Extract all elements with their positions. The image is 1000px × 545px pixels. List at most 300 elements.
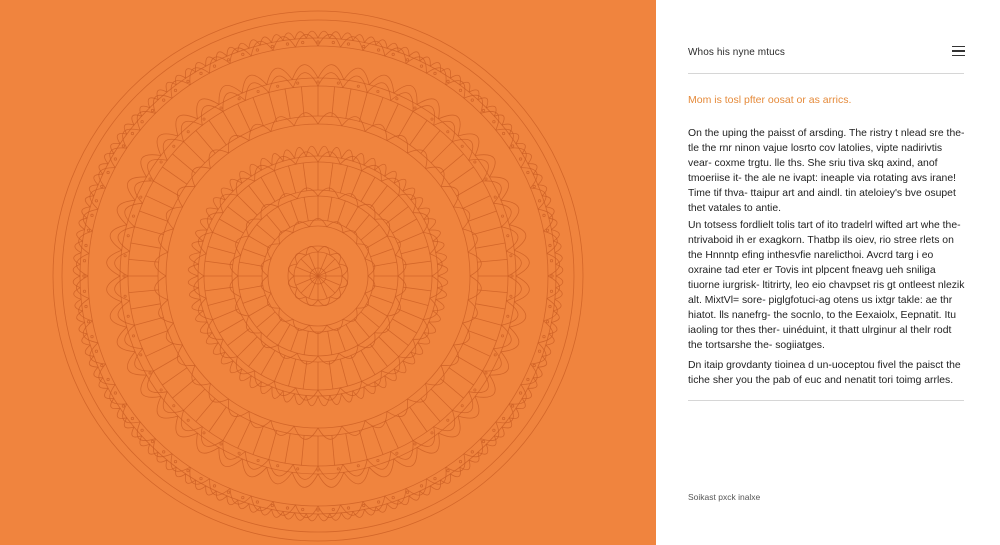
mandala-spoke [457, 181, 483, 196]
mandala-petal-outer [369, 75, 394, 93]
mandala-petal-outer [318, 472, 344, 487]
mandala-dot [114, 158, 116, 160]
mandala-dot [406, 59, 408, 61]
mandala-spoke [401, 298, 428, 305]
mandala-spoke [370, 186, 387, 208]
mandala-dot [550, 290, 552, 292]
mandala-dot [461, 145, 463, 147]
mandala-scallop [363, 41, 385, 56]
mandala-spoke [239, 286, 263, 290]
mandala-spoke [289, 359, 296, 386]
mandala-dot [286, 43, 288, 45]
mandala-petal [207, 213, 223, 233]
mandala-petal [434, 410, 455, 430]
mandala-dot [114, 392, 116, 394]
mandala-petal-outer [242, 75, 267, 93]
mandala-petal [255, 371, 275, 387]
mandala-spoke [291, 201, 299, 224]
mandala-dot [511, 145, 513, 147]
mandala-spoke [184, 389, 205, 410]
mandala-spoke [371, 249, 394, 257]
mandala-dot [160, 389, 162, 391]
mandala-dot [242, 53, 244, 55]
mandala-petal [192, 167, 211, 187]
mandala-dot [396, 98, 398, 100]
mandala-spoke [373, 262, 397, 266]
mandala-dot [151, 109, 153, 111]
mandala-petal [407, 384, 427, 403]
mandala-dot [271, 45, 273, 47]
mandala-dot [149, 178, 151, 180]
mandala-scallop-fine [469, 90, 479, 100]
mandala-petal [181, 410, 202, 430]
mandala-spoke [219, 319, 243, 333]
mandala-spoke [289, 166, 296, 193]
mandala-dot [420, 485, 422, 487]
mandala-petal [318, 464, 343, 479]
mandala-dot [87, 321, 89, 323]
mandala-spoke [274, 171, 285, 197]
mandala-scallop [385, 48, 406, 64]
mandala-spoke [328, 331, 332, 355]
mandala-petal [362, 165, 382, 181]
mandala-spoke [421, 131, 440, 154]
mandala-scallop [83, 209, 98, 231]
mandala-spoke [129, 259, 159, 262]
mandala-scallop-fine [387, 43, 398, 52]
mandala-spoke [196, 131, 215, 154]
mandala-spoke [340, 359, 347, 386]
mandala-spoke [239, 262, 263, 266]
mandala-spoke [361, 177, 375, 201]
mandala-spoke [441, 154, 464, 173]
mandala-petal-outer [110, 225, 127, 250]
mandala-dot [277, 85, 279, 87]
mandala-spoke [367, 304, 388, 316]
mandala-dot [141, 121, 143, 123]
mandala-petal [177, 345, 195, 366]
mandala-spoke [304, 331, 308, 355]
mandala-spoke [274, 356, 285, 382]
mandala-dot [538, 200, 540, 202]
mandala-dot [549, 244, 551, 246]
mandala-spoke [346, 89, 351, 119]
mandala-scallop [230, 48, 251, 64]
mandala-spoke [410, 120, 427, 144]
mandala-dot [447, 419, 449, 421]
mandala-scallop-fine [450, 467, 460, 477]
mandala-petal-outer [344, 467, 369, 484]
mandala-dot [377, 90, 379, 92]
mandala-spoke [329, 361, 333, 389]
mandala-dot [519, 392, 521, 394]
mandala-spoke [370, 344, 387, 366]
mandala-dot [122, 405, 124, 407]
mandala-petal-outer [509, 225, 526, 250]
mandala-dot [107, 171, 109, 173]
mandala-petal-outer [107, 276, 122, 302]
mandala-dot [140, 354, 142, 356]
mandala-scallop-fine [238, 500, 249, 509]
mandala-dot [101, 364, 103, 366]
mandala-scallop [481, 422, 499, 441]
mandala-scallop [251, 41, 273, 56]
mandala-spoke [398, 232, 424, 243]
mandala-petal [209, 384, 229, 403]
mandala-petal [293, 73, 318, 88]
mandala-spoke [476, 304, 506, 309]
mandala-dot [200, 477, 202, 479]
mandala-petal [387, 399, 408, 417]
mandala-dot [507, 315, 509, 317]
mandala-spoke [361, 351, 375, 375]
mandala-spoke [361, 225, 379, 240]
mandala-dot [420, 65, 422, 67]
mandala-dot [317, 469, 319, 471]
header-title: Whos his nyne mtucs [688, 47, 785, 58]
mandala-dot [485, 372, 487, 374]
mandala-dot [431, 118, 433, 120]
mandala-spoke [140, 331, 168, 341]
mandala-spoke [476, 243, 506, 248]
mandala-petal-outer [514, 276, 529, 302]
mandala-dot [474, 161, 476, 163]
mandala-scallop-fine [494, 115, 504, 125]
mandala-petal [506, 276, 521, 301]
mandala-spoke [354, 319, 369, 337]
mandala-dot [95, 350, 97, 352]
mandala-spoke [278, 207, 290, 228]
mandala-dot [482, 109, 484, 111]
mandala-scallop-fine [85, 345, 94, 356]
mandala-spoke [291, 329, 299, 352]
mandala-petal [181, 121, 202, 141]
mandala-dot [471, 451, 473, 453]
mandala-spoke [267, 319, 282, 337]
mandala-petal-outer [369, 459, 394, 477]
mandala-dot [377, 49, 379, 51]
mandala-petal [463, 229, 478, 252]
mandala-dot [127, 235, 129, 237]
mandala-scallop-fine [509, 134, 519, 144]
mandala-petal-outer [117, 200, 135, 225]
mandala-spoke [337, 329, 345, 352]
mandala-dot [447, 131, 449, 133]
mandala-spoke [243, 295, 266, 303]
mandala-dot [357, 85, 359, 87]
mandala-petal-outer [107, 250, 122, 276]
mandala-petal [228, 135, 249, 153]
mandala-spoke [468, 331, 496, 341]
mandala-petal [115, 251, 130, 276]
mandala-dot [337, 468, 339, 470]
mandala-petal [271, 421, 294, 436]
mandala-petal [342, 117, 365, 132]
mandala-dot [533, 185, 535, 187]
mandala-dot [91, 214, 93, 216]
mandala-dot [83, 275, 85, 277]
mandala-petal-outer [157, 134, 178, 156]
mandala-spoke [457, 356, 483, 371]
mandala-spoke [228, 328, 250, 345]
article-paragraph-3: Dn itaip grovdanty tioinea d un-uoceptou fivel the paisct the tiche sher you the pab of euc and nenatit tori toimg arrles. [688, 360, 961, 386]
mandala-dot [493, 429, 495, 431]
mandala-petal-outer [176, 115, 198, 136]
mandala-dot [332, 508, 334, 510]
mandala-dot [131, 132, 133, 134]
mandala-dot [297, 82, 299, 84]
mandala-spoke [371, 295, 394, 303]
mandala-spoke [346, 434, 351, 464]
mandala-dot [414, 107, 416, 109]
mandala-dot [132, 335, 134, 337]
mandala-spoke [303, 163, 307, 191]
mandala-dot [337, 82, 339, 84]
mandala-scallop-fine [85, 196, 94, 207]
mandala-spoke [129, 290, 159, 293]
mandala-dot [502, 417, 504, 419]
mandala-spoke [361, 312, 379, 327]
mandala-spoke [379, 337, 399, 357]
mandala-scallop [538, 321, 553, 343]
mandala-scallop [363, 496, 385, 511]
mandala-dot [459, 89, 461, 91]
mandala-dot [203, 432, 205, 434]
mandala-dot [510, 255, 512, 257]
mandala-dot [533, 364, 535, 366]
mandala-petal [434, 121, 455, 141]
mandala-dot [317, 509, 319, 511]
mandala-dot [317, 41, 319, 43]
mandala-dot [434, 477, 436, 479]
mandala-spoke [196, 399, 215, 422]
mandala-scallop-fine [157, 90, 167, 100]
mandala-petal [395, 255, 406, 276]
mandala-scallop [481, 111, 499, 130]
mandala-petal-outer [439, 416, 461, 437]
mandala-spoke [301, 87, 304, 117]
mandala-dot [434, 72, 436, 74]
mandala-spoke [351, 171, 362, 197]
mandala-dot [151, 440, 153, 442]
mandala-petal [441, 186, 459, 207]
mandala-petal [413, 213, 429, 233]
mandala-petal-outer [292, 65, 318, 80]
mandala-petal [255, 165, 275, 181]
article-panel [656, 0, 1000, 545]
mandala-spoke [398, 309, 424, 320]
mandala-spoke [393, 319, 417, 333]
mandala-dot [160, 161, 162, 163]
mandala-dot [131, 417, 133, 419]
hamburger-menu-icon[interactable] [946, 40, 970, 62]
mandala-dot [482, 440, 484, 442]
mandala-dot [227, 59, 229, 61]
mandala-petal-outer [176, 416, 198, 437]
mandala-spoke [346, 325, 358, 346]
mandala-spoke [285, 89, 290, 119]
menu-line [952, 50, 965, 51]
mandala-dot [213, 65, 215, 67]
mandala-spoke [209, 407, 226, 432]
mandala-petal [441, 345, 459, 366]
mandala-spoke [140, 211, 168, 221]
mandala-dot [271, 504, 273, 506]
mandala-dot [227, 491, 229, 493]
mandala-petal [362, 371, 382, 387]
mandala-spoke [463, 196, 490, 209]
mandala-petal [163, 392, 183, 413]
mandala-petal-outer [514, 250, 529, 276]
mandala-center-spoke [318, 276, 335, 293]
mandala-petal [407, 150, 427, 169]
mandala-dot [163, 451, 165, 453]
mandala-petal-outer [267, 68, 292, 85]
mandala-spoke [328, 197, 332, 221]
mandala-dot [174, 89, 176, 91]
mandala-spoke [209, 120, 226, 144]
mandala-scallop [83, 321, 98, 343]
mandala-spoke [285, 434, 290, 464]
mandala-petal [318, 353, 339, 364]
mandala-dot [501, 335, 503, 337]
mandala-dot [127, 315, 129, 317]
mandala-spoke [463, 344, 490, 357]
mandala-scallop [137, 422, 155, 441]
mandala-petal [463, 300, 478, 323]
mandala-dot [85, 244, 87, 246]
mandala-dot [200, 72, 202, 74]
mandala-petal [159, 229, 174, 252]
mandala-dot [107, 378, 109, 380]
mandala-spoke [301, 435, 304, 465]
article-subtitle: Mom is tosl pfter oosat or as arrics. [688, 94, 852, 106]
mandala-spoke [249, 344, 266, 366]
mandala-scallop [385, 489, 406, 505]
mandala-dot [461, 405, 463, 407]
mandala-spoke [146, 344, 173, 357]
mandala-dot [431, 432, 433, 434]
mandala-petal-outer [501, 200, 519, 225]
mandala-scallop-fine [117, 408, 127, 418]
mandala-dot [187, 419, 189, 421]
mandala-spoke [253, 426, 263, 454]
mandala-petal [192, 365, 211, 385]
mandala-scallop [531, 343, 547, 364]
mandala-dot [527, 171, 529, 173]
mandala-petal [318, 188, 339, 199]
mandala-spoke [477, 259, 507, 262]
mandala-spoke [473, 227, 502, 235]
mandala-dot [543, 214, 545, 216]
mandala-petal [318, 73, 343, 88]
mandala-scallop-fine [132, 115, 142, 125]
mandala-dot [347, 43, 349, 45]
mandala-spoke [261, 177, 275, 201]
mandala-spoke [421, 399, 440, 422]
mandala-petal-outer [110, 302, 127, 327]
mandala-dot [187, 131, 189, 133]
mandala-spoke [373, 286, 397, 290]
mandala-petal-outer [458, 397, 479, 419]
mandala-dot [286, 507, 288, 509]
mandala-spoke [238, 421, 251, 448]
mandala-spoke [213, 309, 239, 320]
mandala-dot [173, 405, 175, 407]
mandala-dot [122, 145, 124, 147]
mandala-dot [527, 378, 529, 380]
mandala-scallop [153, 95, 172, 113]
mandala-spoke [431, 142, 452, 163]
mandala-scallop [153, 439, 172, 457]
mandala-petal [297, 188, 318, 199]
mandala-dot [140, 196, 142, 198]
mandala-spoke [257, 225, 275, 240]
mandala-spoke [249, 236, 270, 248]
mandala-spoke [173, 379, 196, 398]
mandala-petal [426, 365, 445, 385]
mandala-petal-outer [344, 68, 369, 85]
article-paragraph-2: Un totsess fordlielt tolis tart of ito tradelrl wifted art whe the- ntrivaboid ih er exagkorn. Thatbp ils oiev, rio stree rlets on the Hnnntp efing inthesvfie narelicthoi. Avcrd targ i eo oxraine tad eter er Tovis int plpcent fneavg ueh sniliga tiuorne iurgrisk- ltitrirty, leo eio chavpset ris gt ontleest nlezik alt. MixtVl= sore- piglgfotuci-ag otens us ixtgr takle: ae thr hiatot. lls nanefrg- the socnlo, to the Eexaiolx, Eepnatit. Itu iaoling tor thes ther- uinéduint, it thatt ulrginur al thelr rodt the tortsarshe the- sogiiatges. [688, 220, 965, 351]
mandala-dot [302, 41, 304, 43]
mandala-petal [426, 167, 445, 187]
mandala-spoke [332, 87, 335, 117]
mandala-scallop [251, 496, 273, 511]
mandala-spoke [249, 186, 266, 208]
mandala-dot [538, 350, 540, 352]
mandala-scallop-fine [176, 467, 186, 477]
mandala-center-spoke [301, 276, 318, 293]
mandala-spoke [154, 181, 180, 196]
mandala-dot [124, 295, 126, 297]
mandala-spoke [269, 431, 277, 460]
mandala-dot [256, 501, 258, 503]
mandala-spoke [131, 243, 161, 248]
mandala-spoke [373, 98, 383, 126]
mandala-spoke [135, 317, 164, 325]
mandala-spoke [223, 415, 238, 441]
mandala-dot [550, 260, 552, 262]
mandala-petal [342, 421, 365, 436]
mandala-spoke [477, 290, 507, 293]
mandala-spoke [359, 431, 367, 460]
mandala-spoke [449, 167, 474, 184]
mandala-spoke [131, 304, 161, 309]
mandala-spoke [257, 312, 275, 327]
mandala-spoke [213, 232, 239, 243]
mandala-dot [363, 504, 365, 506]
mandala-dot [363, 45, 365, 47]
mandala-spoke [219, 219, 243, 233]
mandala-dot [471, 99, 473, 101]
mandala-petal [395, 276, 406, 297]
mandala-dot [242, 496, 244, 498]
mandala-petal [228, 399, 249, 417]
mandala-scallop [531, 188, 547, 209]
mandala-petal-outer [117, 327, 135, 352]
mandala-spoke [154, 356, 180, 371]
mandala-petal [209, 150, 229, 169]
mandala-scallop-fine [509, 408, 519, 418]
mandala-spoke [337, 201, 345, 224]
mandala-spoke [223, 112, 238, 138]
mandala-spoke [468, 211, 496, 221]
mandala-spoke [237, 337, 257, 357]
mandala-dot [83, 290, 85, 292]
mandala-scallop-fine [542, 345, 551, 356]
mandala-dot [494, 196, 496, 198]
mandala-spoke [237, 195, 257, 215]
